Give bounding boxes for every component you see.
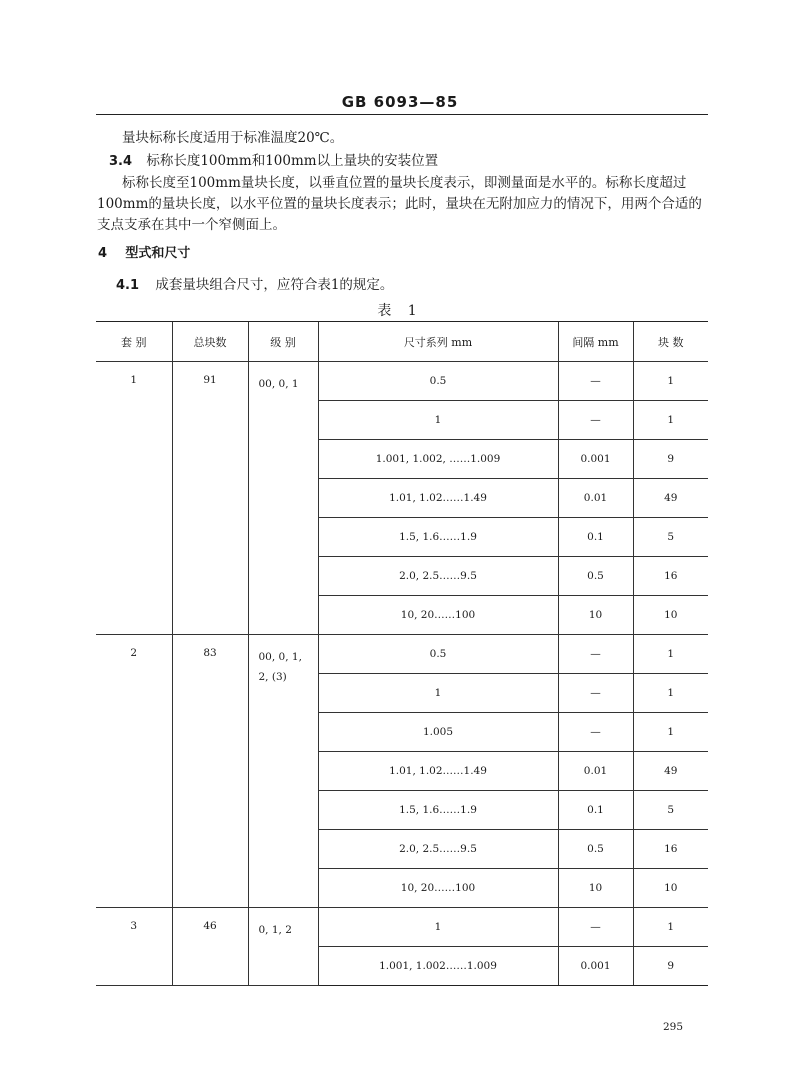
header-count: 块 数 (633, 322, 708, 362)
cell-series: 1.001, 1.002, ……1.009 (318, 440, 558, 479)
grade-line: 00, 0, 1, (258, 651, 302, 663)
table-row (96, 908, 708, 947)
cell-series: 10, 20……100 (318, 596, 558, 635)
header-total: 总块数 (172, 322, 248, 362)
cell-interval: 0.1 (558, 518, 633, 557)
cell-series: 1.5, 1.6……1.9 (318, 791, 558, 830)
cell-count: 1 (633, 674, 708, 713)
cell-series: 0.5 (318, 362, 558, 401)
section-3-4-number: 3.4 (109, 154, 133, 169)
header-grade: 级 别 (248, 322, 318, 362)
cell-count: 1 (633, 908, 708, 947)
section-4-1-number: 4.1 (116, 278, 140, 293)
cell-interval: 0.01 (558, 479, 633, 518)
cell-interval: 0.01 (558, 752, 633, 791)
cell-interval: 10 (558, 869, 633, 908)
paragraph-standard-temperature: 量块标称长度适用于标准温度20℃。 (122, 130, 344, 146)
cell-interval: 10 (558, 596, 633, 635)
cell-interval: — (558, 362, 633, 401)
section-4-title: 型式和尺寸 (125, 246, 191, 261)
cell-series: 1 (318, 908, 558, 947)
header-rule (96, 114, 708, 115)
cell-count: 16 (633, 830, 708, 869)
grade-line: 00, 0, 1 (258, 378, 299, 390)
section-4-1-text: 成套量块组合尺寸，应符合表1的规定。 (155, 277, 394, 293)
page-number: 295 (663, 1021, 684, 1033)
cell-interval: — (558, 635, 633, 674)
cell-count: 16 (633, 557, 708, 596)
cell-interval: — (558, 674, 633, 713)
gauge-block-table (96, 321, 708, 986)
cell-series: 2.0, 2.5……9.5 (318, 830, 558, 869)
cell-count: 10 (633, 869, 708, 908)
paragraph-mounting-line1: 标称长度至100mm量块长度，以垂直位置的量块长度表示，即测量面是水平的。标称长度超过 (122, 175, 687, 191)
cell-series: 1.01, 1.02……1.49 (318, 479, 558, 518)
cell-count: 1 (633, 401, 708, 440)
cell-grade (248, 362, 318, 635)
cell-set: 1 (96, 362, 172, 635)
cell-interval: — (558, 908, 633, 947)
section-4-1-paragraph (116, 275, 393, 296)
cell-series: 1 (318, 401, 558, 440)
cell-series: 10, 20……100 (318, 869, 558, 908)
cell-interval: — (558, 713, 633, 752)
table-row (96, 635, 708, 674)
cell-series: 1.001, 1.002……1.009 (318, 947, 558, 986)
section-4-heading (98, 243, 190, 264)
section-4-number: 4 (98, 246, 108, 261)
cell-set: 3 (96, 908, 172, 986)
cell-count: 1 (633, 635, 708, 674)
table-row (96, 362, 708, 401)
header-series: 尺寸系列 mm (318, 322, 558, 362)
paragraph-mounting-line2: 100mm的量块长度，以水平位置的量块长度表示；此时，量块在无附加应力的情况下，用两个合适的 (97, 196, 702, 212)
table-header-row (96, 322, 708, 362)
section-3-4-heading (109, 151, 438, 172)
cell-count: 5 (633, 791, 708, 830)
cell-interval: 0.5 (558, 557, 633, 596)
cell-total: 83 (172, 635, 248, 908)
cell-interval: — (558, 401, 633, 440)
cell-count: 1 (633, 713, 708, 752)
page-header-title: GB 6093—85 (341, 93, 459, 111)
cell-set: 2 (96, 635, 172, 908)
cell-count: 49 (633, 479, 708, 518)
cell-interval: 0.5 (558, 830, 633, 869)
cell-count: 10 (633, 596, 708, 635)
cell-count: 9 (633, 947, 708, 986)
paragraph-mounting-line3: 支点支承在其中一个窄侧面上。 (97, 217, 286, 233)
cell-series: 1.5, 1.6……1.9 (318, 518, 558, 557)
header-set: 套 别 (96, 322, 172, 362)
cell-total: 91 (172, 362, 248, 635)
cell-count: 9 (633, 440, 708, 479)
header-interval: 间隔 mm (558, 322, 633, 362)
cell-series: 1.005 (318, 713, 558, 752)
cell-grade (248, 635, 318, 908)
cell-series: 1 (318, 674, 558, 713)
cell-interval: 0.001 (558, 440, 633, 479)
section-3-4-title: 标称长度100mm和100mm以上量块的安装位置 (146, 153, 439, 169)
cell-grade (248, 908, 318, 986)
cell-count: 49 (633, 752, 708, 791)
cell-series: 2.0, 2.5……9.5 (318, 557, 558, 596)
cell-interval: 0.1 (558, 791, 633, 830)
cell-total: 46 (172, 908, 248, 986)
cell-count: 5 (633, 518, 708, 557)
cell-series: 1.01, 1.02……1.49 (318, 752, 558, 791)
grade-line: 0, 1, 2 (258, 924, 292, 936)
cell-interval: 0.001 (558, 947, 633, 986)
cell-series: 0.5 (318, 635, 558, 674)
grade-line: 2, (3) (258, 671, 287, 683)
cell-count: 1 (633, 362, 708, 401)
table-caption: 表 1 (377, 303, 423, 319)
